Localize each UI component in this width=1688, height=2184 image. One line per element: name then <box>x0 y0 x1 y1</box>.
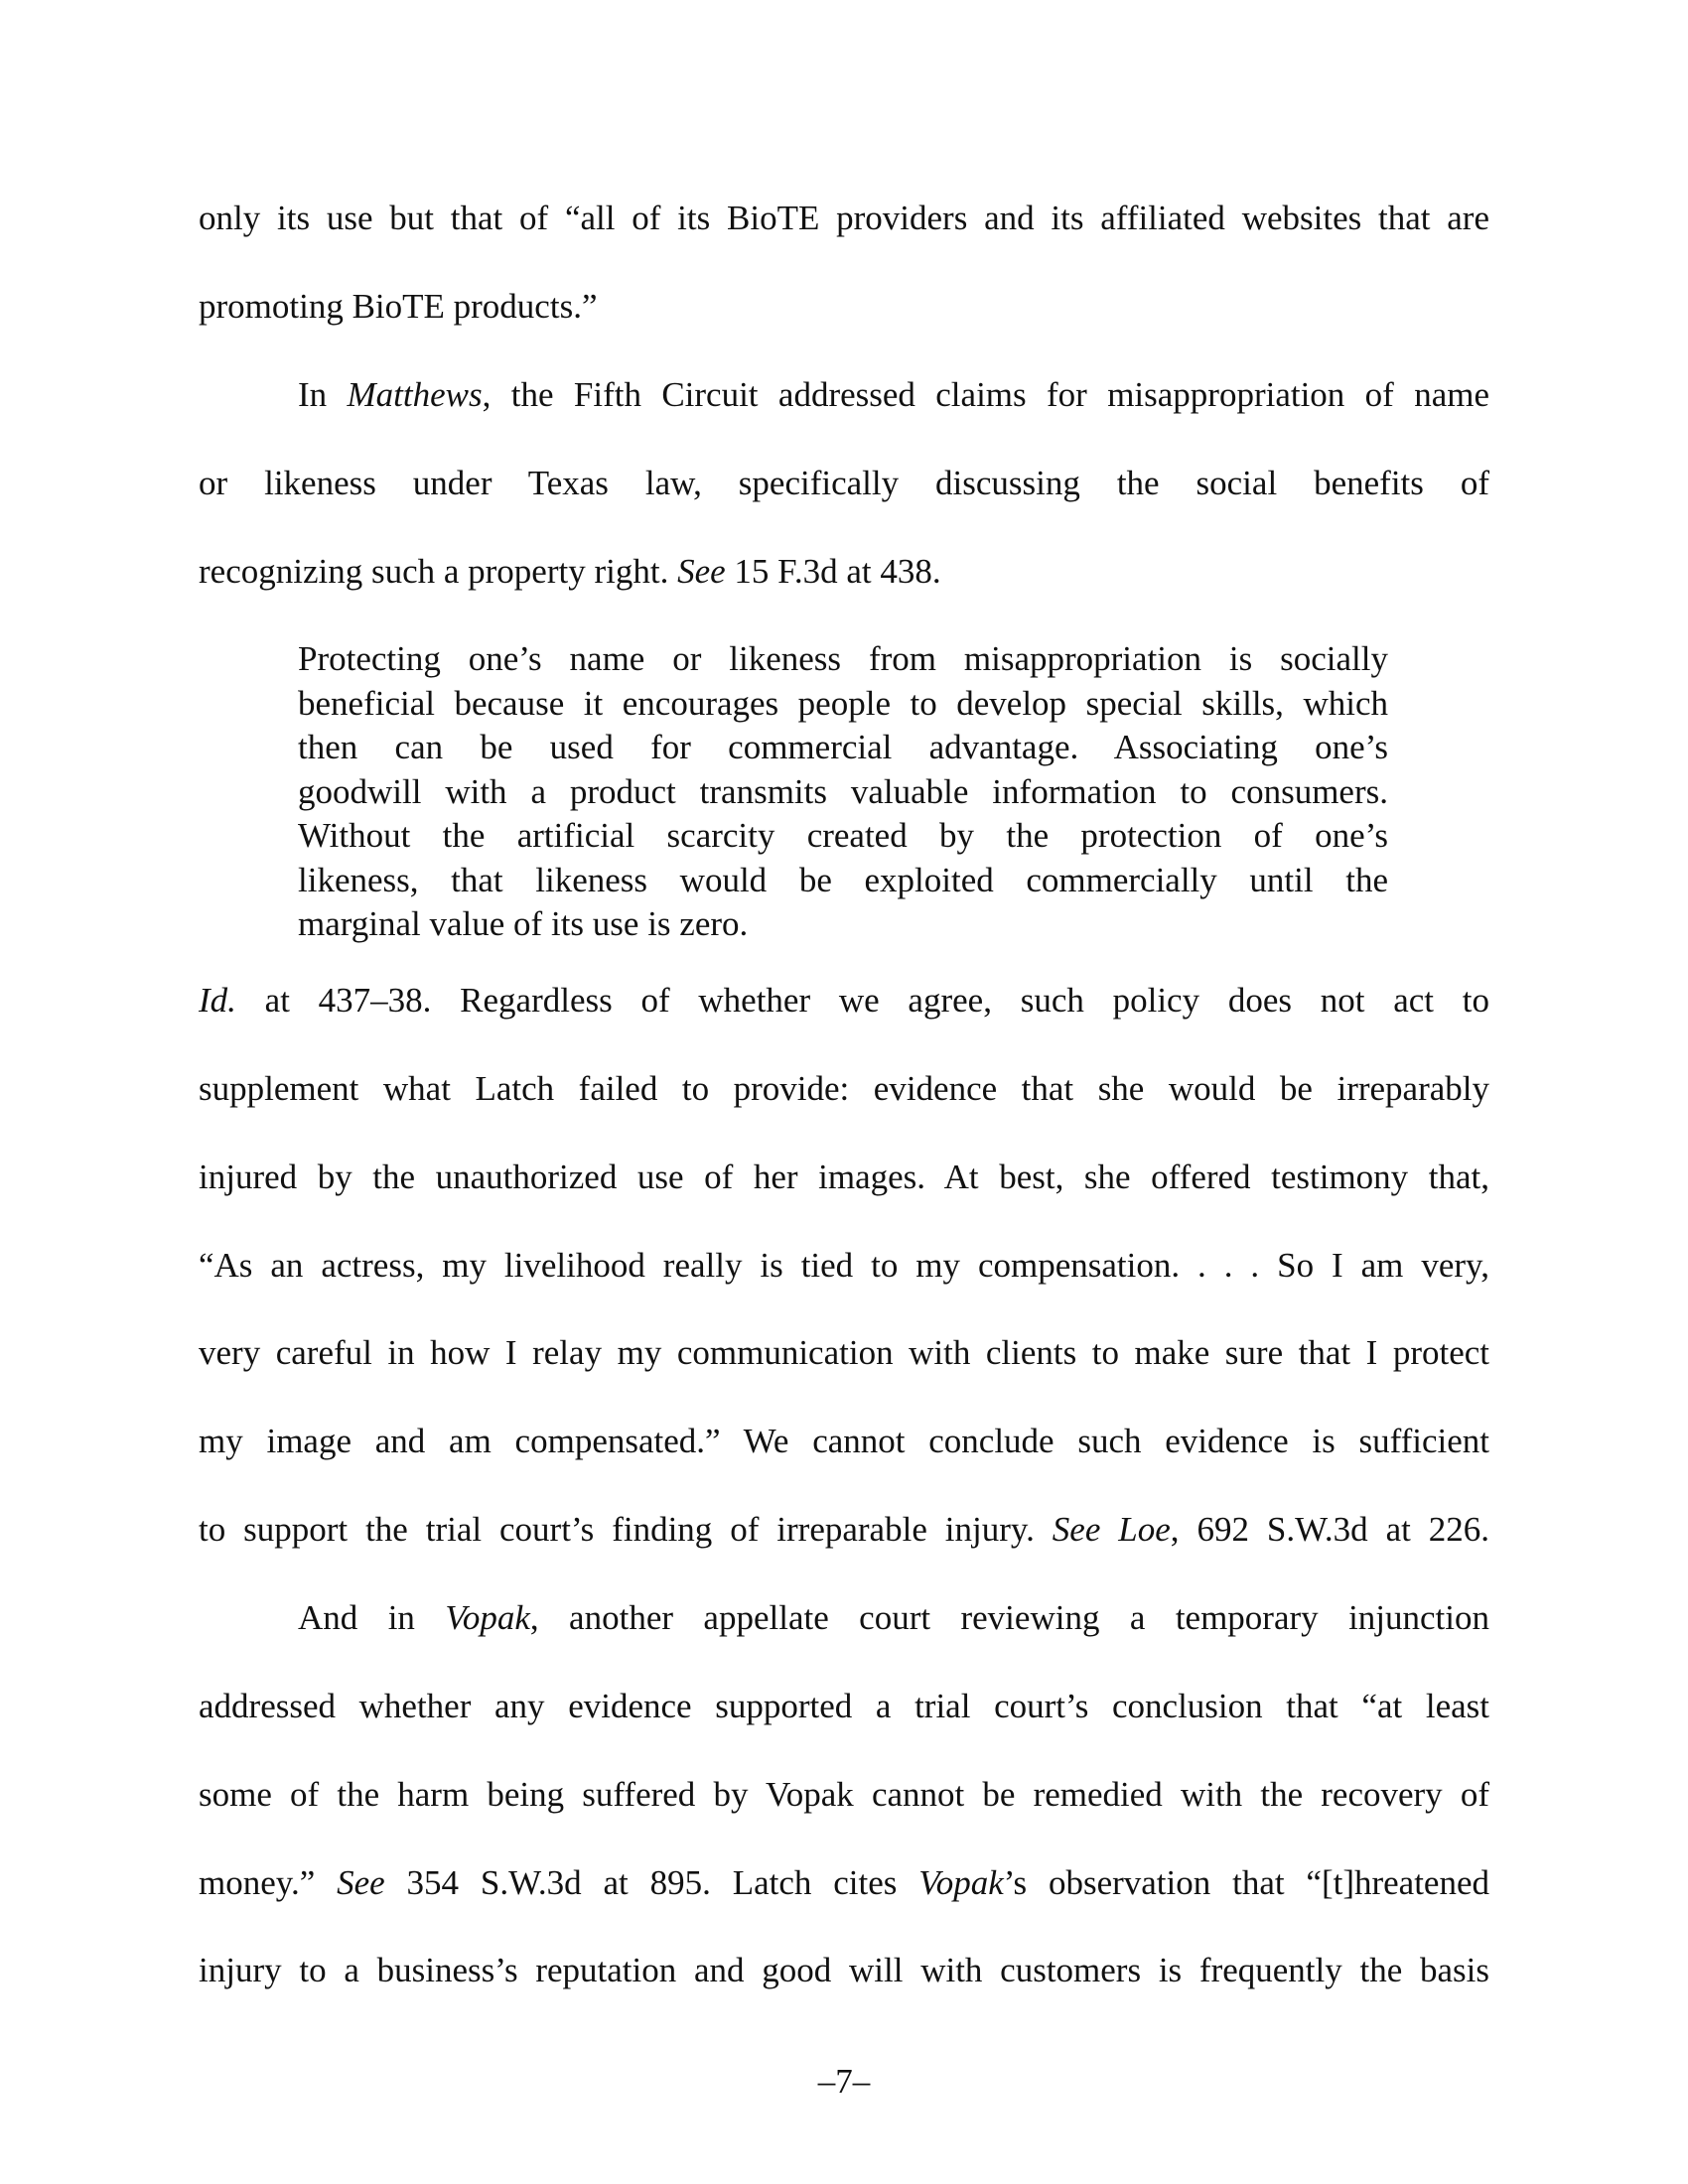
quote-line: likeness, that likeness would be exploited commercially until the <box>298 860 1388 899</box>
quote-line: marginal value of its use is zero. <box>298 904 749 943</box>
block-quote <box>298 637 1388 947</box>
body-line <box>199 462 1489 505</box>
line-text: And in <box>298 1598 446 1637</box>
italic-citation-text: Id. <box>199 981 236 1020</box>
body-line <box>199 285 1489 329</box>
body-line <box>199 1331 1489 1375</box>
quote-line: goodwill with a product transmits valuable information to consumers. <box>298 771 1388 811</box>
body-line <box>199 1508 1489 1552</box>
italic-citation-text: Vopak <box>918 1863 1004 1902</box>
italic-citation-text: Vopak <box>445 1598 530 1637</box>
quote-line: Without the artificial scarcity created by the protection of one’s <box>298 816 1388 855</box>
body-line <box>199 1156 1489 1199</box>
body-line <box>199 1420 1489 1463</box>
page-number: –7– <box>817 2062 871 2101</box>
body-line <box>298 1596 1489 1640</box>
body-line <box>199 1949 1489 1992</box>
line-text: injured by the unauthorized use of her images. At best, she offered testimony that, <box>199 1158 1489 1196</box>
italic-citation-text: See <box>677 552 726 591</box>
line-text: very careful in how I relay my communication with clients to make sure that I protect <box>199 1333 1489 1372</box>
italic-citation-text: Matthews <box>347 375 483 414</box>
body-line <box>199 197 1489 240</box>
line-text: promoting BioTE products.” <box>199 287 598 326</box>
italic-citation-text: See <box>337 1863 385 1902</box>
line-text: only its use but that of “all of its BioTE providers and its affiliated websites that are <box>199 199 1489 237</box>
line-text: my image and am compensated.” We cannot conclude such evidence is sufficient <box>199 1422 1489 1460</box>
line-text: supplement what Latch failed to provide: evidence that she would be irreparably <box>199 1069 1489 1108</box>
line-text: to support the trial court’s finding of irreparable injury. <box>199 1510 1053 1549</box>
line-text: “As an actress, my livelihood really is tied to my compensation. . . . So I am very, <box>199 1246 1489 1285</box>
line-text: , 692 S.W.3d at 226. <box>1170 1510 1490 1549</box>
body-line <box>199 1067 1489 1111</box>
line-text: In <box>298 375 348 414</box>
quote-line: Protecting one’s name or likeness from misappropriation is socially <box>298 639 1388 678</box>
body-line <box>199 979 1489 1023</box>
body-line <box>199 1685 1489 1728</box>
line-text: money.” <box>199 1863 338 1902</box>
italic-citation-text: See Loe <box>1052 1510 1171 1549</box>
body-line <box>199 1773 1489 1817</box>
line-text: 15 F.3d at 438. <box>725 552 941 591</box>
line-text: 354 S.W.3d at 895. Latch cites <box>384 1863 919 1902</box>
line-text: some of the harm being suffered by Vopak cannot be remedied with the recovery of <box>199 1775 1489 1814</box>
line-text: or likeness under Texas law, specifically discussing the social benefits of <box>199 464 1489 502</box>
line-text: injury to a business’s reputation and good will with customers is frequently the basis <box>199 1951 1489 1989</box>
body-line <box>199 550 1489 594</box>
line-text: recognizing such a property right. <box>199 552 678 591</box>
line-text: at 437–38. Regardless of whether we agree, such policy does not act to <box>235 981 1489 1020</box>
body-line <box>199 1861 1489 1905</box>
quote-line: beneficial because it encourages people to develop special skills, which <box>298 683 1388 723</box>
body-line <box>298 373 1489 417</box>
body-line <box>199 1244 1489 1288</box>
line-text: addressed whether any evidence supported a trial court’s conclusion that “at least <box>199 1687 1489 1725</box>
line-text: ’s observation that “[t]hreatened <box>1003 1863 1490 1902</box>
quote-line: then can be used for commercial advantage. Associating one’s <box>298 728 1388 766</box>
line-text: , another appellate court reviewing a temporary injunction <box>529 1598 1489 1637</box>
line-text: , the Fifth Circuit addressed claims for misappropriation of name <box>482 375 1490 414</box>
